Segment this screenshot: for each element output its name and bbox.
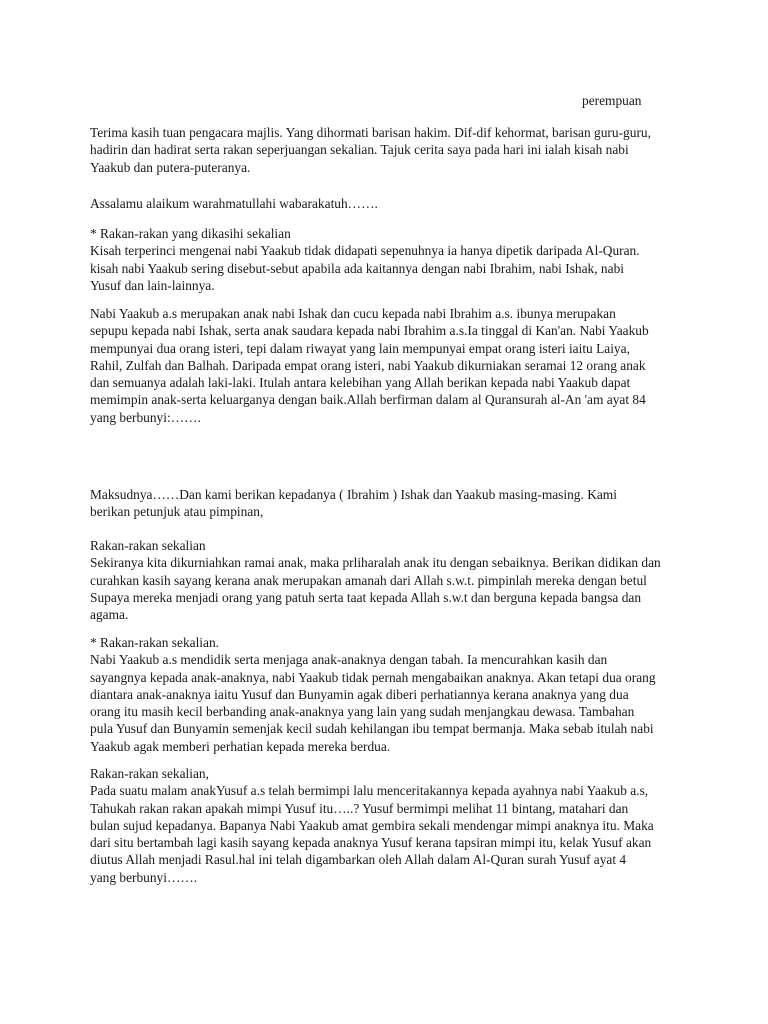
paragraph-section-1 — [90, 225, 690, 294]
text-line: Sekiranya kita dikurniahkan ramai anak, maka prliharalah anak itu dengan sebaiknya. Berikan didikan dan — [90, 555, 661, 571]
text-line: Terima kasih tuan pengacara majlis. Yang dihormati barisan hakim. Dif-dif kehormat, barisan guru-guru, — [90, 125, 651, 140]
text-line: hadirin dan hadirat serta rakan seperjuangan sekalian. Tajuk cerita saya pada hari ini ialah kisah nabi — [90, 142, 629, 158]
text-line: yang berbunyi:……. — [90, 409, 201, 425]
text-line: Yaakub agak memberi perhatian kepada mereka berdua. — [90, 738, 391, 754]
text-line: sepupu kepada nabi Ishak, serta anak saudara kepada nabi Ibrahim a.s.Ia tinggal di Kan'an. Nabi Yaakub — [90, 323, 649, 339]
text-line: dari situ bertambah lagi kasih sayang kepada anaknya Yusuf kerana tapsiran mimpi itu, kelak Yusuf akan — [90, 835, 652, 851]
text-line: * Rakan-rakan yang dikasihi sekalian — [90, 226, 291, 241]
text-line: agama. — [90, 607, 129, 623]
paragraph-salam — [90, 195, 690, 212]
text-line: Nabi Yaakub a.s merupakan anak nabi Ishak dan cucu kepada nabi Ibrahim a.s. ibunya merupakan — [90, 306, 616, 321]
paragraph-section-2 — [90, 305, 690, 426]
text-line: Nabi Yaakub a.s mendidik serta menjaga anak-anaknya dengan tabah. Ia mencurahkan kasih dan — [90, 652, 608, 668]
text-line: orang itu masih kecil berbanding anak-anaknya yang lain yang sudah menjangkau dewasa. Tambahan — [90, 704, 635, 720]
paragraph-intro — [90, 124, 690, 176]
text-line: Assalamu alaikum warahmatullahi wabarakatuh……. — [90, 196, 378, 211]
text-line: Rakan-rakan sekalian — [90, 538, 206, 553]
text-line: sayangnya kepada anak-anaknya, nabi Yaakub tidak pernah mengabaikan anaknya. Akan tetapi dua orang — [90, 669, 656, 685]
text-line: kisah nabi Yaakub sering disebut-sebut apabila ada kaitannya dengan nabi Ibrahim, nabi Ishak, nabi — [90, 260, 624, 276]
text-line: Supaya mereka menjadi orang yang patuh serta taat kepada Allah s.w.t dan berguna kepada bangsa dan — [90, 589, 642, 605]
paragraph-section-4 — [90, 537, 690, 623]
text-line: yang berbunyi……. — [90, 869, 198, 885]
text-line: bulan sujud kepadanya. Bapanya Nabi Yaakub amat gembira sekali mendengar mimpi anaknya itu. Maka — [90, 817, 654, 833]
text-line: dan semuanya adalah laki-laki. Itulah antara kelebihan yang Allah berikan kepada nabi Yaakub dapat — [90, 375, 631, 391]
text-line: Kisah terperinci mengenai nabi Yaakub tidak didapati sepenuhnya ia hanya dipetik daripada Al-Quran. — [90, 243, 640, 259]
paragraph-section-3 — [90, 486, 690, 521]
paragraph-section-5 — [90, 634, 690, 755]
paragraph-section-6 — [90, 765, 690, 886]
text-line: Maksudnya……Dan kami berikan kepadanya ( Ibrahim ) Ishak dan Yaakub masing-masing. Kami — [90, 487, 617, 502]
text-line: diutus Allah menjadi Rasul.hal ini telah digambarkan oleh Allah dalam Al-Quran surah Yusuf ayat 4 — [90, 852, 627, 868]
text-line: diantara anak-anaknya iaitu Yusuf dan Bunyamin agak diberi perhatiannya kerana anaknya yang dua — [90, 686, 629, 702]
text-line: Yusuf dan lain-lainnya. — [90, 277, 215, 293]
text-line: Yaakub dan putera-puteranya. — [90, 159, 251, 175]
header-word: perempuan — [582, 93, 642, 108]
text-line: * Rakan-rakan sekalian. — [90, 635, 220, 650]
text-line: curahkan kasih sayang kerana anak merupakan amanah dari Allah s.w.t. pimpinlah mereka dengan betul — [90, 572, 647, 588]
text-line: berikan petunjuk atau pimpinan, — [90, 504, 264, 520]
text-line: Pada suatu malam anakYusuf a.s telah bermimpi lalu menceritakannya kepada ayahnya nabi Yaakub a.s, — [90, 783, 649, 799]
text-line: Tahukah rakan rakan apakah mimpi Yusuf itu…..? Yusuf bermimpi melihat 11 bintang, matahari dan — [90, 800, 629, 816]
text-line: Rakan-rakan sekalian, — [90, 766, 209, 781]
text-line: pula Yusuf dan Bunyamin semenjak kecil sudah kehilangan ibu tempat bermanja. Maka sebab itulah nabi — [90, 721, 654, 737]
text-line: Rahil, Zulfah dan Balhah. Daripada empat orang isteri, nabi Yaakub dikurniakan seramai 12 orang anak — [90, 357, 646, 373]
text-line: mempunyai dua orang isteri, tepi dalam riwayat yang lain mempunyai empat orang isteri iaitu Laiya, — [90, 340, 630, 356]
text-line: memimpin anak-serta keluarganya dengan baik.Allah berfirman dalam al Quransurah al-An 'am ayat 84 — [90, 392, 646, 408]
